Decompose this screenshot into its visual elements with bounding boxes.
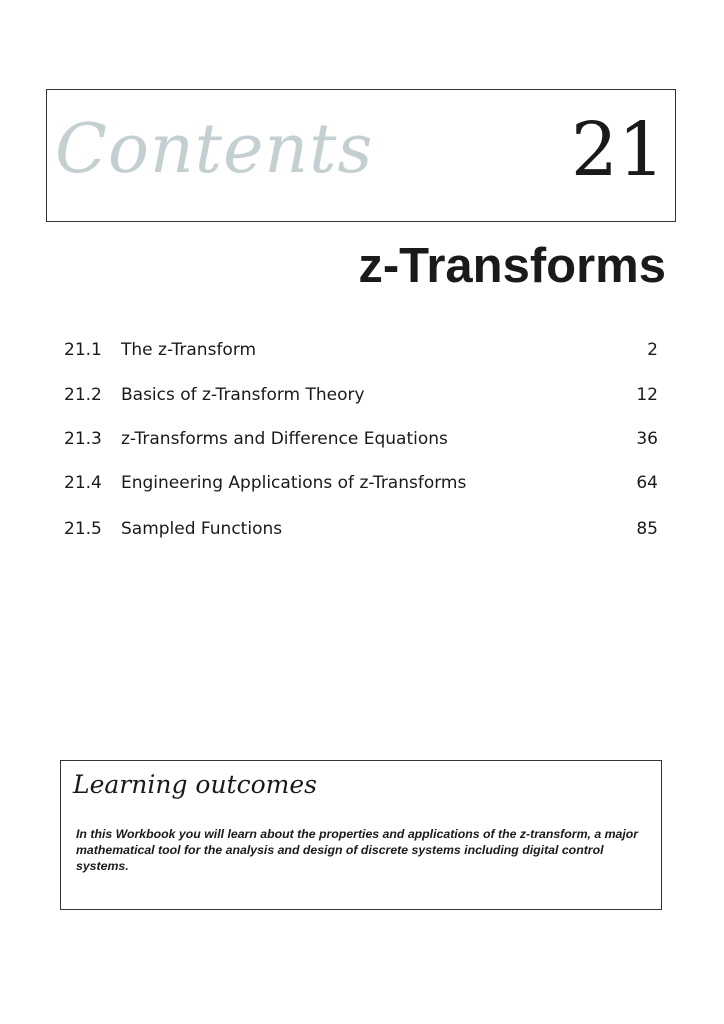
toc-page-number: 2	[647, 340, 658, 360]
chapter-number: 21	[570, 107, 665, 193]
toc-entry[interactable]	[64, 470, 658, 496]
toc-entry[interactable]	[64, 426, 658, 452]
toc-section-title: Sampled Functions	[121, 519, 283, 539]
toc-page-number: 85	[636, 519, 658, 539]
toc-page-number: 36	[636, 429, 658, 449]
toc-section-title: Engineering Applications of z-Transforms	[121, 473, 467, 493]
learning-outcomes-text: In this Workbook you will learn about the properties and applications of the z-transform, a major mathematical tool for the analysis and design of discrete systems including digital control systems.	[76, 827, 639, 873]
toc-section-title: Basics of z-Transform Theory	[121, 385, 365, 405]
learning-outcomes-heading: Learning outcomes	[73, 770, 317, 799]
toc-page-number: 64	[636, 473, 658, 493]
toc-section-number: 21.3	[64, 429, 102, 449]
toc-section-number: 21.4	[64, 473, 102, 493]
toc-page-number: 12	[636, 385, 658, 405]
toc-entry[interactable]	[64, 382, 658, 408]
toc-section-title: z-Transforms and Difference Equations	[121, 429, 448, 449]
learning-outcomes-box	[60, 760, 662, 910]
toc-entry[interactable]	[64, 516, 658, 542]
contents-label: Contents	[55, 110, 374, 189]
contents-header-box	[46, 89, 676, 222]
toc-section-number: 21.5	[64, 519, 102, 539]
toc-section-title: The z-Transform	[121, 340, 257, 360]
toc-entry[interactable]	[64, 337, 658, 363]
toc-section-number: 21.2	[64, 385, 102, 405]
chapter-title: z-Transforms	[358, 239, 666, 293]
toc-section-number: 21.1	[64, 340, 102, 360]
